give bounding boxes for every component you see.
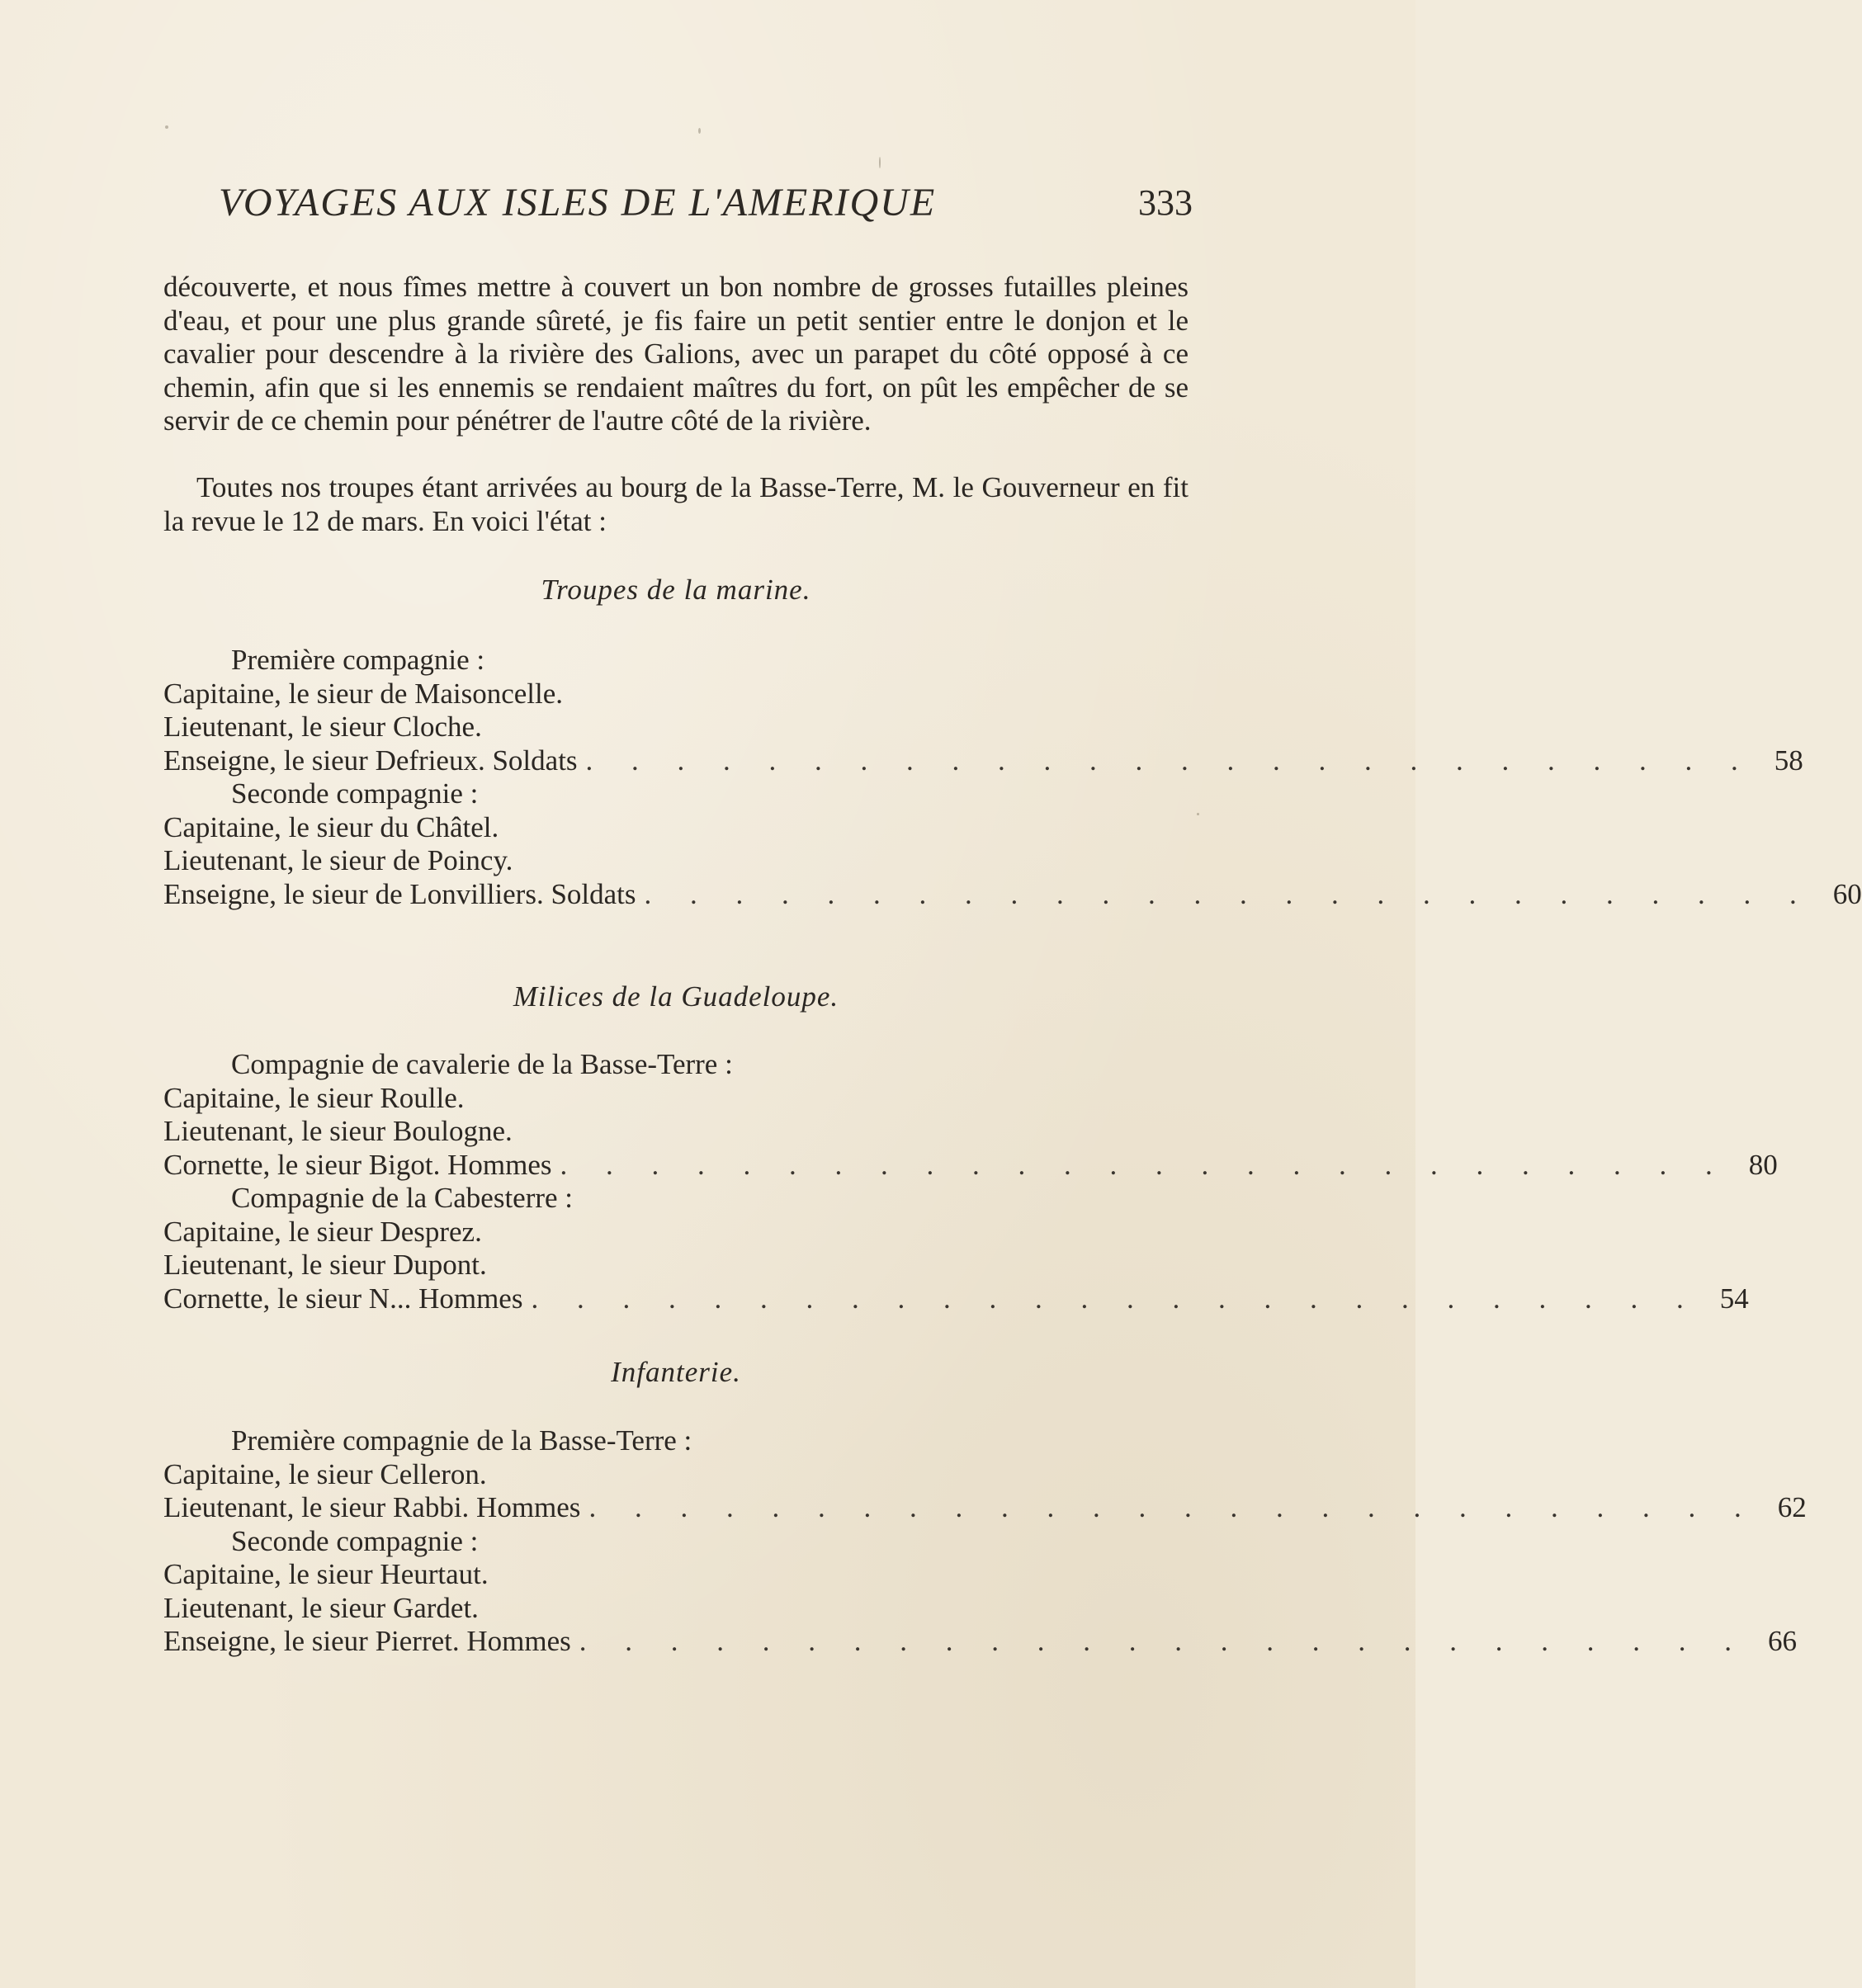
roster-label: Enseigne, le sieur de Lonvilliers. Soldats [163,877,636,910]
roster-line [163,1491,1807,1525]
roster-list [163,1424,1807,1659]
dot-leader: . . . . . . . . . . . . . . . . . . . . . . . . . . [531,1282,1699,1315]
roster-line: Capitaine, le sieur de Maisoncelle. [163,677,564,710]
roster-line: Compagnie de la Cabesterre : [231,1182,574,1214]
roster-count: 66 [1768,1625,1798,1657]
roster-line [163,744,1803,778]
paper-speck [1197,813,1199,815]
roster-line: Capitaine, le sieur Celleron. [163,1457,487,1490]
paragraph: découverte, et nous fîmes mettre à couvert un bon nombre de grosses futailles pleines d'eau, et pour une plus grande sûreté, je fis faire un petit sentier entre le donjon et le cavalier pour descendre à la rivière des Galions, avec un parapet du côté opposé à ce chemin, afin que si les ennemis se rendaient maîtres du fort, on pût les empêcher de se servir de ce chemin pour pénétrer de l'autre côté de la rivière. [163,271,1189,437]
roster-line: Capitaine, le sieur Desprez. [163,1215,482,1248]
roster-line: Première compagnie : [231,644,485,676]
section-title: Infanterie. [611,1356,741,1388]
roster-line [163,1282,1749,1316]
running-header [219,180,1193,238]
running-title: VOYAGES AUX ISLES DE L'AMERIQUE [219,181,937,224]
section-title: Milices de la Guadeloupe. [513,980,839,1013]
roster-label: Cornette, le sieur N... Hommes [163,1282,523,1315]
roster-label: Cornette, le sieur Bigot. Hommes [163,1148,552,1181]
roster-line: Lieutenant, le sieur Gardet. [163,1591,479,1624]
roster-list [163,644,1862,911]
roster-line: Capitaine, le sieur du Châtel. [163,810,499,843]
roster-line: Seconde compagnie : [231,1524,479,1557]
roster-line: Lieutenant, le sieur Dupont. [163,1249,487,1281]
roster-line: Lieutenant, le sieur de Poincy. [163,844,513,876]
roster-line [163,1625,1798,1659]
roster-count: 54 [1719,1282,1749,1315]
dot-leader: . . . . . . . . . . . . . . . . . . . . . . . . . . [644,877,1812,910]
roster-count: 62 [1777,1491,1807,1523]
roster-line: Lieutenant, le sieur Boulogne. [163,1115,513,1147]
paper-speck [698,128,701,134]
roster-line [163,1148,1778,1183]
dot-leader: . . . . . . . . . . . . . . . . . . . . . . . . . . [579,1625,1748,1657]
roster-count: 80 [1748,1148,1778,1181]
section-title: Troupes de la marine. [541,574,811,606]
dot-leader: . . . . . . . . . . . . . . . . . . . . . . . . . . [585,744,1754,777]
roster-line [163,877,1862,912]
roster-line: Première compagnie de la Basse-Terre : [231,1424,692,1457]
page-number: 333 [1138,182,1193,223]
roster-label: Lieutenant, le sieur Rabbi. Hommes [163,1491,581,1523]
dot-leader: . . . . . . . . . . . . . . . . . . . . . . . . . . [588,1491,1757,1523]
roster-label: Enseigne, le sieur Defrieux. Soldats [163,744,578,777]
paper-speck [879,157,881,168]
roster-label: Enseigne, le sieur Pierret. Hommes [163,1625,571,1657]
roster-line: Compagnie de cavalerie de la Basse-Terre : [231,1048,733,1080]
roster-line: Seconde compagnie : [231,777,479,810]
roster-count: 60 [1832,877,1862,910]
roster-line: Capitaine, le sieur Roulle. [163,1081,465,1114]
roster-line: Capitaine, le sieur Heurtaut. [163,1558,489,1590]
dot-leader: . . . . . . . . . . . . . . . . . . . . . . . . . . [560,1148,1728,1181]
roster-list [163,1048,1778,1315]
paragraph: Toutes nos troupes étant arrivées au bourg de la Basse-Terre, M. le Gouverneur en fit la revue le 12 de mars. En voici l'état : [163,471,1189,537]
paper-speck [165,125,168,129]
roster-line: Lieutenant, le sieur Cloche. [163,711,482,743]
roster-count: 58 [1774,744,1803,777]
